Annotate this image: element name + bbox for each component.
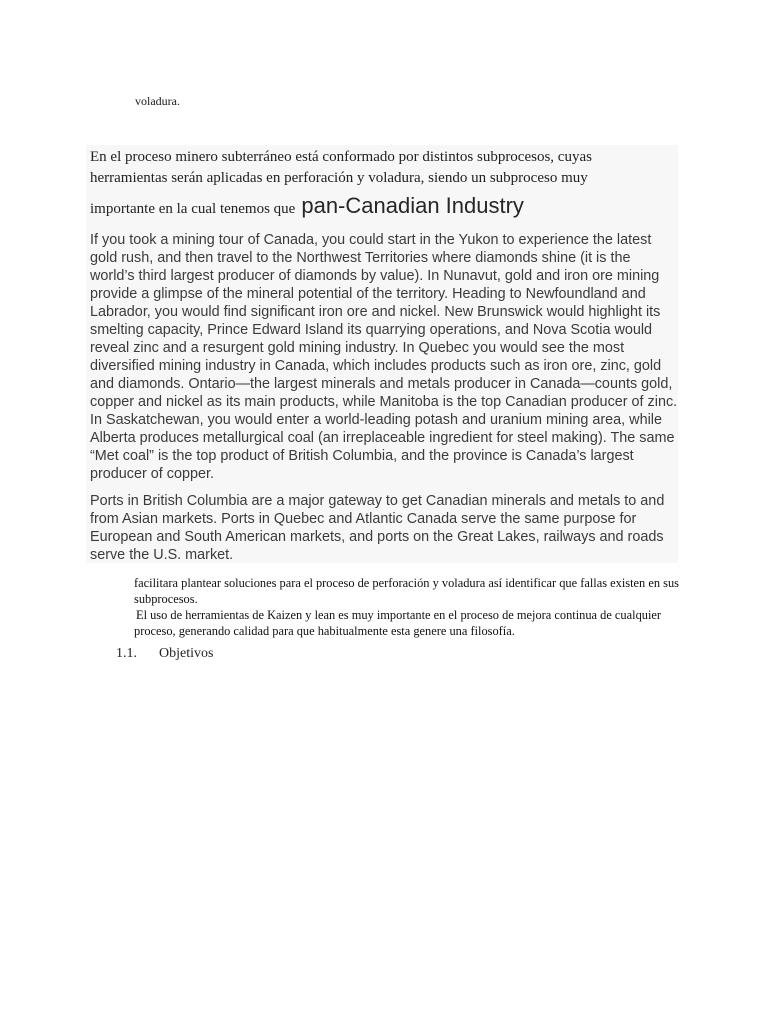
paragraph-mining-tour: If you took a mining tour of Canada, you could start in the Yukon to experience the latest gold rush, and then travel to the Northwest Territories where diamonds shine (it is the world’s third largest producer of diamonds by value). In Nunavut, gold and iron ore mining provide a glimpse of the mineral potential of the territory. Heading to Newfoundland and Labrador, you would find significant iron ore and nickel. New Brunswick would highlight its smelting capacity, Prince Edward Island its quarrying operations, and Nova Scotia would reveal zinc and a resurgent gold mining industry. In Quebec you would see the most diversified mining industry in Canada, which includes products such as iron ore, zinc, gold and diamonds. Ontario—the largest minerals and metals producer in Canada—counts gold, copper and nickel as its main products, while Manitoba is the top Canadian producer of zinc. In Saskatchewan, you would enter a world-leading potash and uranium mining area, while Alberta produces metallurgical coal (an irreplaceable ingredient for steel making). The same “Met coal” is the top product of British Columbia, and the province is Canada’s largest producer of copper. xyxy=(90,232,678,482)
pasted-heading: pan-Canadian Industry xyxy=(301,193,524,218)
body-text xyxy=(134,575,682,639)
intro-line-3-text: importante en la cual tenemos que xyxy=(90,201,296,217)
section-heading-objetivos xyxy=(116,645,213,663)
paragraph-kaizen-lean: El uso de herramientas de Kaizen y lean es muy importante en el proceso de mejora continua de cualquier proceso, generando calidad para que habitualmente esta genere una filosofía. xyxy=(134,608,662,638)
text-fragment-voladura: voladura. xyxy=(135,94,180,108)
pasted-web-excerpt xyxy=(86,145,678,563)
paragraph-ports: Ports in British Columbia are a major gateway to get Canadian minerals and metals to and from Asian markets. Ports in Quebec and Atlantic Canada serve the same purpose for European and South American markets, and ports on the Great Lakes, railways and roads serve the U.S. market. xyxy=(90,493,665,563)
section-number: 1.1. xyxy=(116,646,137,661)
intro-line-1: En el proceso minero subterráneo está conformado por distintos subprocesos, cuyas xyxy=(90,149,592,165)
section-title: Objetivos xyxy=(159,646,214,661)
intro-line-2: herramientas serán aplicadas en perforación y voladura, siendo un subproceso muy xyxy=(90,170,588,186)
intro-paragraph xyxy=(90,147,670,220)
paragraph-facilitara: facilitara plantear soluciones para el proceso de perforación y voladura así identificar que fallas existen en sus subprocesos. xyxy=(134,576,679,606)
intro-line-3 xyxy=(90,195,670,220)
